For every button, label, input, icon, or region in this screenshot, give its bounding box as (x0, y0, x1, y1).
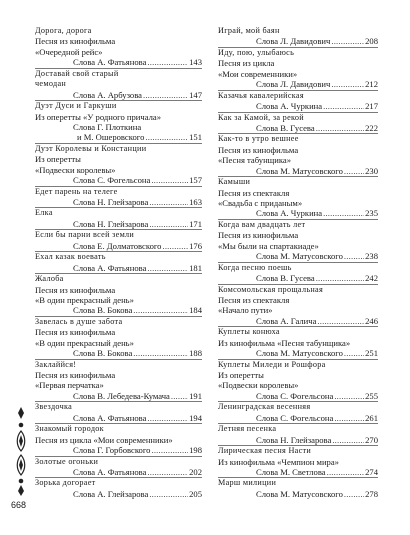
entry-page-number: 151 (189, 132, 202, 143)
entry-title (218, 26, 378, 36)
entry-title (35, 317, 202, 327)
entry-credit (218, 79, 378, 90)
entry-source (218, 370, 378, 380)
leader-dots (316, 123, 364, 133)
entry-text: Слова А. Чуркина (256, 208, 323, 219)
entry-credit (218, 489, 378, 499)
entry-title (35, 79, 202, 89)
entry-text: Слова Л. Давидович (256, 36, 331, 47)
entry-source (35, 154, 202, 164)
entry-text: Песня из цикла (218, 58, 275, 69)
entry-source (218, 295, 378, 305)
entry-text: Из оперетты (218, 370, 264, 380)
entry-credit (35, 445, 202, 456)
entry-text: Песня из кинофильма (35, 327, 116, 338)
entry-credit (218, 348, 378, 359)
entry-title (218, 48, 378, 58)
entry-page-number: 238 (365, 251, 378, 262)
leader-dots (143, 90, 188, 100)
entry-page-number: 255 (365, 390, 378, 401)
entry-title (218, 360, 378, 370)
leader-dots (151, 175, 188, 185)
leader-dots (344, 166, 364, 176)
entry-text: Слова Г. Плоткина (73, 121, 142, 132)
entry-text: и М. Ошеровского (77, 132, 145, 143)
entry-title (35, 187, 202, 197)
entry-text: Песня из кинофильма (35, 284, 116, 295)
entry-text: Жалоба (35, 274, 64, 284)
entry-credit (35, 391, 202, 402)
entry-text: Слова А. Фатьянова (73, 262, 147, 273)
ornament-icon (14, 405, 28, 497)
entry-page-number: 270 (365, 434, 378, 445)
leader-dots (344, 251, 364, 261)
entry-page-number: 198 (189, 445, 202, 456)
entry-text: Летняя песенка (218, 424, 277, 434)
entry-page-number: 157 (189, 175, 202, 186)
entry-credit (35, 90, 202, 101)
entry-source (218, 145, 378, 155)
entry-page-number: 194 (189, 412, 202, 423)
entry-source (35, 285, 202, 295)
entry-title (218, 402, 378, 412)
entry-page-number: 191 (189, 390, 202, 401)
entry-text: Комсомольская прощальная (218, 284, 324, 294)
entry-source (35, 165, 202, 175)
entry-text: «Первая перчатка» (35, 380, 104, 391)
entry-text: Когда песню поешь (218, 262, 292, 272)
entry-title (35, 69, 202, 79)
entry-page-number: 251 (365, 348, 378, 359)
leader-dots (344, 489, 364, 499)
entry-page-number: 212 (365, 79, 378, 90)
entry-credit (35, 413, 202, 424)
entry-credit (35, 57, 202, 68)
entry-text: Слова Е. Долматовского (73, 240, 162, 251)
entry-source (218, 69, 378, 79)
leader-dots (151, 445, 188, 455)
entry-title (218, 446, 378, 456)
entry-text: Слова М. Матусовского (256, 488, 343, 499)
entry-text: Песня из кинофильма (35, 36, 116, 47)
entry-text: Слова В. Гусева (256, 122, 315, 133)
entry-text: Слова А. Галича (256, 315, 317, 326)
entry-text: «Свадьба с приданым» (218, 198, 303, 208)
entry-text: Слова С. Фогельсона (256, 412, 334, 423)
entry-source (218, 241, 378, 251)
entry-text: чемодан (35, 79, 67, 89)
contents-column-right (218, 26, 378, 499)
entry-source (218, 188, 378, 198)
entry-credit (35, 489, 202, 499)
entry-page-number: 163 (189, 197, 202, 207)
entry-page-number: 188 (189, 348, 202, 359)
entry-text: Песня из цикла «Мои современники» (35, 434, 173, 445)
entry-title (35, 144, 202, 154)
entry-page-number: 205 (189, 488, 202, 499)
entry-title (218, 177, 378, 187)
leader-dots (331, 79, 364, 89)
entry-text: «Подвески королевы» (218, 380, 299, 391)
entry-text: Если бы парни всей земли (35, 230, 135, 240)
leader-dots (147, 413, 188, 423)
entry-source (35, 338, 202, 348)
entry-text: Слова М. Матусовского (256, 348, 343, 359)
entry-text: Дуэт Дуси и Гаркуши (35, 101, 117, 111)
leader-dots (332, 435, 364, 445)
entry-text: Куплеты Миледи и Рошфора (218, 359, 326, 369)
entry-text: Дуэт Королевы и Констанции (35, 143, 147, 153)
entry-credit (218, 391, 378, 402)
entry-page-number: 208 (365, 36, 378, 47)
page-number: 668 (11, 500, 27, 510)
entry-source (35, 327, 202, 337)
leader-dots (316, 273, 364, 283)
entry-page-number: 217 (365, 101, 378, 112)
leader-dots (334, 391, 364, 401)
entry-title (35, 424, 202, 434)
entry-text: Зорька догорает (35, 478, 96, 488)
entry-credit (218, 273, 378, 284)
entry-text: Куплеты конюха (218, 327, 280, 337)
entry-page-number: 176 (189, 240, 202, 251)
entry-text: Слова А. Фатьянова (73, 57, 147, 68)
entry-text: Из кинофильма «Чемпион мира» (218, 456, 339, 467)
entry-text: Слова А. Чуркина (256, 101, 323, 112)
leader-dots (327, 467, 365, 477)
entry-text: Слова С. Фогельсона (256, 390, 334, 401)
leader-dots (147, 467, 188, 477)
entry-source (35, 295, 202, 305)
entry-title (35, 360, 202, 370)
entry-text: Казачья кавалерийская (218, 90, 304, 100)
entry-text: Слова С. Фогельсона (73, 175, 151, 186)
entry-text: Слова А. Фатьянова (73, 466, 147, 477)
entry-title (35, 26, 202, 36)
entry-text: Играй, мой баян (218, 26, 280, 35)
entry-text: Звездочка (35, 402, 73, 412)
entry-text: Золотые огоньки (35, 456, 99, 466)
entry-credit (218, 123, 378, 134)
entry-page-number: 184 (189, 305, 202, 316)
entry-text: Слова Н. Глейзарова (256, 434, 332, 445)
entry-source (218, 305, 378, 315)
leader-dots (171, 391, 188, 401)
entry-title (218, 263, 378, 273)
entry-source (218, 380, 378, 390)
leader-dots (317, 316, 364, 326)
entry-title (218, 134, 378, 144)
entry-source (35, 435, 202, 445)
entry-source (35, 370, 202, 380)
entry-title (35, 274, 202, 284)
entry-text: Из оперетты (35, 154, 81, 165)
entry-text: Заклаййся! (35, 359, 77, 369)
entry-title (218, 285, 378, 295)
entry-title (35, 402, 202, 412)
entry-page-number: 274 (365, 466, 378, 477)
entry-title (218, 424, 378, 434)
entry-text: Марш милиции (218, 478, 277, 488)
entry-text: Когда вам двадцать лет (218, 219, 306, 229)
entry-text: Слова Г. Горбовского (73, 445, 151, 456)
entry-text: Слова А. Глейзарова (73, 488, 149, 499)
leader-dots (331, 36, 364, 46)
entry-text: Слова В. Гусева (256, 273, 315, 284)
entry-credit (35, 467, 202, 478)
entry-text: Из оперетты «У родного причала» (35, 111, 162, 122)
entry-credit (35, 305, 202, 316)
leader-dots (147, 57, 188, 67)
entry-text: Лирическая песня Насти (218, 446, 312, 456)
leader-dots (133, 305, 188, 315)
entry-title (35, 252, 202, 262)
entry-text: Песня из кинофильма (218, 144, 299, 155)
entry-text: Едет парень на телеге (35, 186, 118, 196)
entry-text: Ехал казак воевать (35, 252, 106, 262)
entry-text: Из кинофильма «Песня табунщика» (218, 337, 351, 348)
entry-credit (35, 132, 202, 143)
entry-text: Знакомый городок (35, 424, 104, 434)
entry-source (218, 457, 378, 467)
entry-credit (35, 241, 202, 252)
entry-credit (35, 197, 202, 208)
entry-text: Песня из спектакля (218, 187, 290, 198)
entry-credit (218, 101, 378, 112)
leader-dots (334, 413, 364, 423)
entry-page-number: 202 (189, 466, 202, 477)
entry-source (35, 112, 202, 122)
entry-credit (218, 467, 378, 478)
entry-text: «В один прекрасный день» (35, 337, 134, 348)
entry-text: «Мои современники» (218, 68, 298, 79)
entry-page-number: 230 (365, 165, 378, 176)
entry-title (218, 220, 378, 230)
entry-text: Слова Л. Давидович (256, 79, 331, 90)
entry-credit (35, 348, 202, 359)
leader-dots (323, 101, 364, 111)
entry-text: «Начало пути» (218, 305, 273, 316)
entry-text: Песня из кинофильма (35, 370, 116, 380)
entry-text: Доставай свой старый (35, 68, 119, 78)
entry-source (218, 58, 378, 68)
entry-credit (218, 36, 378, 47)
leader-dots (344, 348, 364, 358)
leader-dots (147, 263, 188, 273)
entry-title (35, 101, 202, 111)
entry-text: Слова М. Матусовского (256, 165, 343, 176)
entry-title (218, 478, 378, 488)
entry-credit (35, 219, 202, 230)
entry-source (218, 155, 378, 165)
entry-text: Песня из спектакля (218, 294, 290, 305)
entry-source (218, 198, 378, 208)
entry-text: Камыши (218, 177, 251, 187)
entry-text: «Мы были на спартакиаде» (218, 240, 319, 251)
entry-text: Иду, пою, улыбаюсь (218, 47, 295, 57)
entry-credit (35, 175, 202, 186)
entry-credit (35, 263, 202, 274)
entry-page-number: 147 (189, 89, 202, 100)
entry-title (218, 91, 378, 101)
entry-text: «В один прекрасный день» (35, 294, 134, 305)
entry-title (35, 230, 202, 240)
entry-text: Завелась в душе забота (35, 316, 123, 326)
entry-credit (218, 208, 378, 219)
entry-source (218, 230, 378, 240)
leader-dots (133, 348, 188, 358)
entry-title (218, 113, 378, 123)
contents-column-left (35, 26, 202, 499)
entry-page-number: 242 (365, 273, 378, 284)
leader-dots (149, 197, 188, 207)
entry-credit (218, 413, 378, 424)
leader-dots (145, 132, 188, 142)
entry-text: «Очередной рейс» (35, 46, 103, 57)
entry-text: Слова Н. Глейзарова (73, 197, 149, 207)
entry-source (35, 47, 202, 57)
entry-source (35, 380, 202, 390)
entry-text: Слова В. Бокова (73, 348, 133, 359)
leader-dots (323, 208, 364, 218)
entry-text: Слова В. Лебедева-Кумача (73, 390, 170, 401)
entry-text: Елка (35, 208, 53, 218)
entry-text: Как-то в утро вешнее (218, 134, 299, 144)
entry-text: «Песня табунщика» (218, 155, 292, 166)
entry-page-number: 235 (365, 208, 378, 219)
entry-page-number: 246 (365, 315, 378, 326)
entry-text: Слова М. Матусовского (256, 251, 343, 262)
entry-text: Слова М. Светлова (256, 466, 326, 477)
entry-text: Слова Н. Глейзарова (73, 218, 149, 229)
entry-text: Дорога, дорога (35, 26, 92, 35)
entry-page-number: 171 (189, 218, 202, 229)
leader-dots (162, 241, 188, 251)
entry-text: Слова В. Бокова (73, 305, 133, 316)
entry-text: Песня из кинофильма (218, 230, 299, 241)
leader-dots (149, 489, 188, 499)
entry-credit (218, 251, 378, 262)
entry-text: Ленинградская весенняя (218, 402, 311, 412)
entry-text: Слова А. Фатьянова (73, 412, 147, 423)
entry-title (35, 457, 202, 467)
entry-credit (218, 316, 378, 327)
entry-credit (218, 166, 378, 177)
entry-title (35, 478, 202, 488)
entry-credit (35, 122, 202, 132)
entry-source (218, 338, 378, 348)
entry-text: Как за Камой, за рекой (218, 112, 304, 122)
entry-title (218, 327, 378, 337)
entry-title (35, 208, 202, 218)
entry-credit (218, 435, 378, 446)
entry-page-number: 278 (365, 488, 378, 499)
entry-page-number: 181 (189, 262, 202, 273)
entry-page-number: 261 (365, 412, 378, 423)
entry-text: «Подвески королевы» (35, 164, 116, 175)
entry-source (35, 36, 202, 46)
entry-page-number: 143 (189, 57, 202, 68)
entry-text: Слова А. Арбузова (73, 89, 142, 100)
leader-dots (149, 219, 188, 229)
entry-page-number: 222 (365, 122, 378, 133)
